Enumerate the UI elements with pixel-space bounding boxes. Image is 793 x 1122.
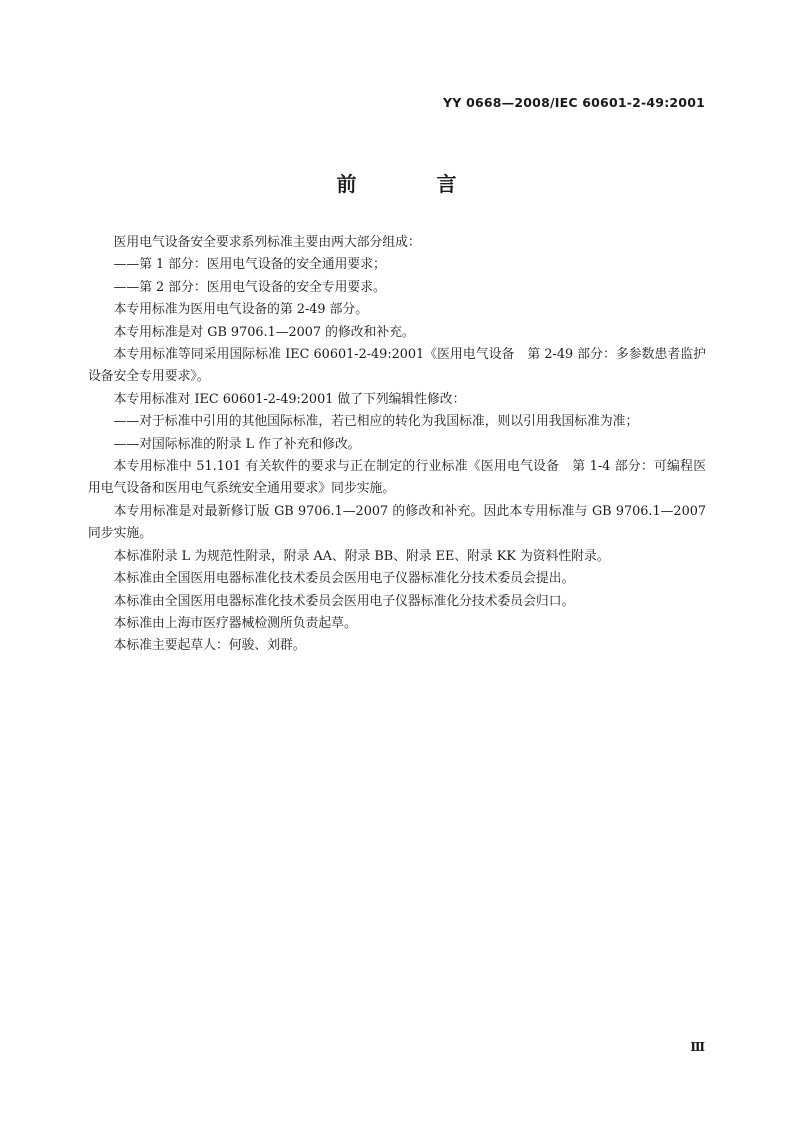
paragraph: 本标准由上海市医疗器械检测所负责起草。 <box>113 615 357 631</box>
paragraph: 本标准主要起草人：何骏、刘群。 <box>113 638 306 654</box>
paragraph: 本标准附录 L 为规范性附录，附录 AA、附录 BB、附录 EE、附录 KK 为资料性附录。 <box>113 548 610 564</box>
paragraph: 本标准由全国医用电器标准化技术委员会医用电子仪器标准化分技术委员会提出。 <box>113 571 575 587</box>
paragraph: ——第 2 部分：医用电气设备的安全专用要求。 <box>113 279 386 295</box>
paragraph: 本专用标准是对 GB 9706.1—2007 的修改和补充。 <box>113 324 415 340</box>
paragraph: 本专用标准中 51.101 有关软件的要求与正在制定的行业标准《医用电气设备 第 1-4 部分：可编程医用电气设备和医用电气系统安全通用要求》同步实施。 <box>88 459 706 497</box>
paragraph: ——对于标准中引用的其他国际标准，若已相应的转化为我国标准，则以引用我国标准为准； <box>113 414 639 430</box>
paragraph: 本专用标准为医用电气设备的第 2-49 部分。 <box>113 302 369 318</box>
page-number: Ⅲ <box>690 1040 705 1054</box>
paragraph: ——第 1 部分：医用电气设备的安全通用要求； <box>113 257 386 273</box>
paragraph: 本专用标准是对最新修订版 GB 9706.1—2007 的修改和补充。因此本专用标准与 GB 9706.1—2007 同步实施。 <box>88 503 706 542</box>
page-title: 前 言 <box>336 172 487 196</box>
paragraph: 本专用标准等同采用国际标准 IEC 60601-2-49:2001《医用电气设备 第 2-49 部分：多参数患者监护设备安全专用要求》。 <box>88 347 706 385</box>
paragraph: ——对国际标准的附录 L 作了补充和修改。 <box>113 436 361 452</box>
paragraph: 本专用标准对 IEC 60601-2-49:2001 做了下列编辑性修改： <box>113 391 466 407</box>
paragraph: 本标准由全国医用电器标准化技术委员会医用电子仪器标准化分技术委员会归口。 <box>113 593 575 609</box>
foreword-body <box>88 232 706 658</box>
standard-id: YY 0668—2008/IEC 60601-2-49:2001 <box>443 95 705 110</box>
paragraph: 医用电气设备安全要求系列标准主要由两大部分组成： <box>113 235 421 250</box>
